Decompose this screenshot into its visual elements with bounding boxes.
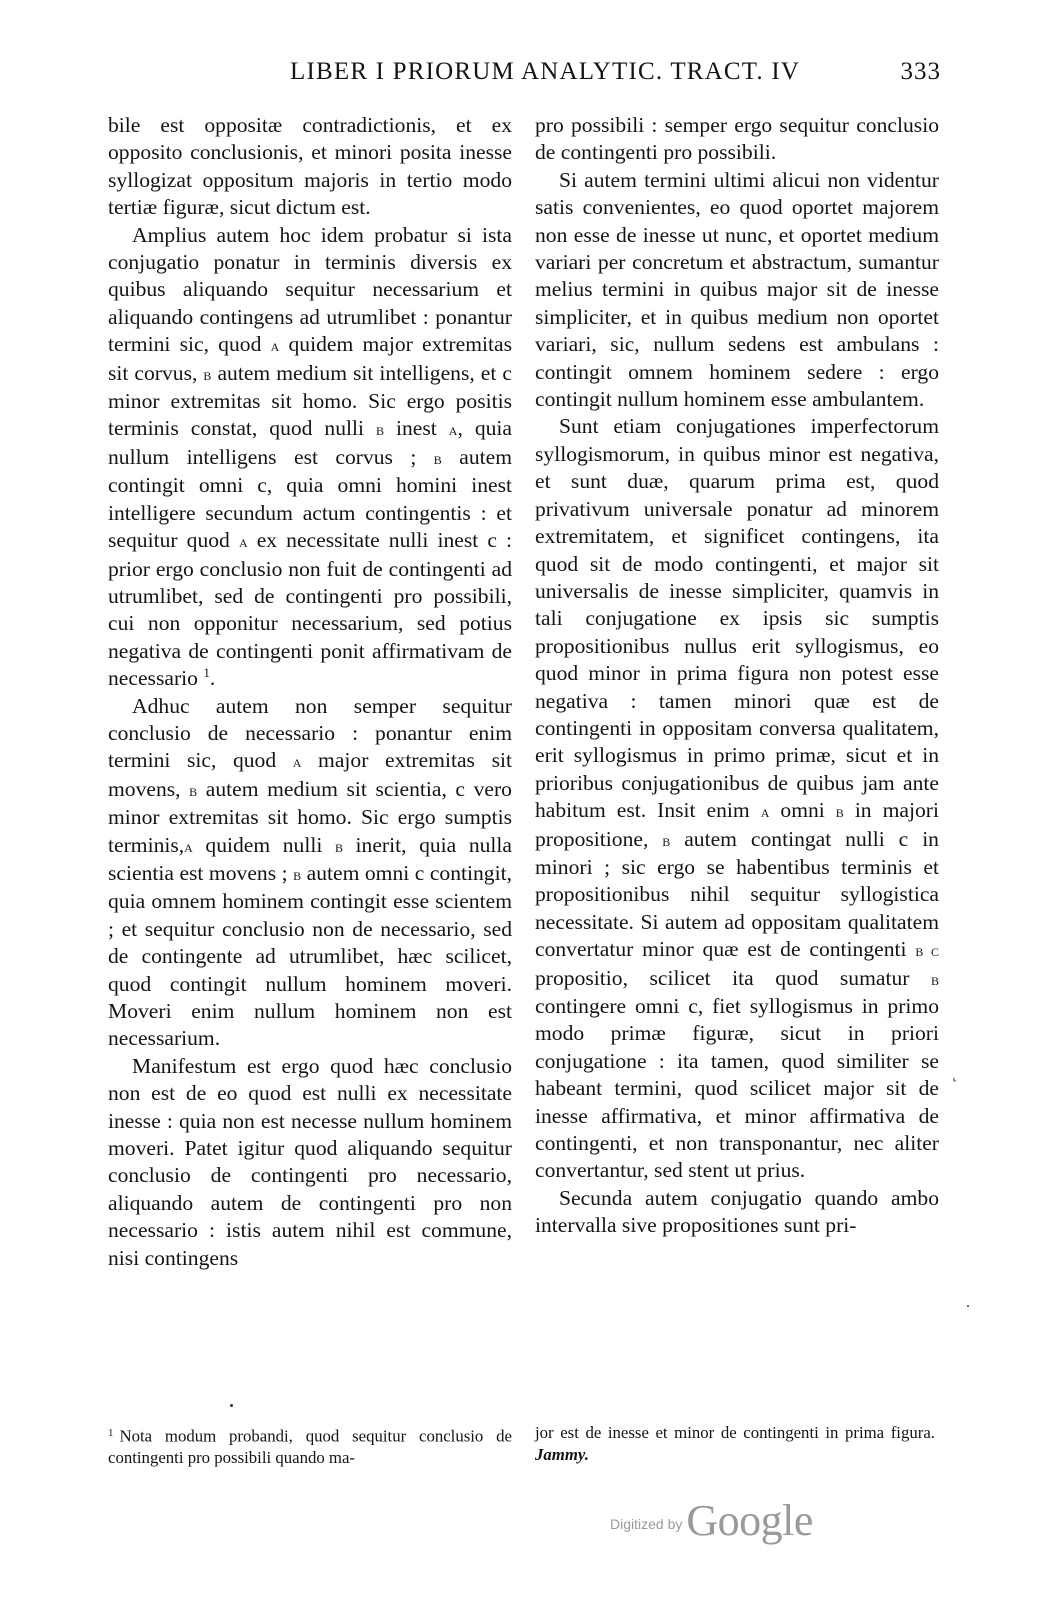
text-run: contingere omni c, fiet syllogismus in primo modo primæ figuræ, sicut in priori conjugatione : ita tamen, quod similiter se habeant termini, quod scilicet major sit de inesse affirmativa, et minor affirmativa de contingenti, et non transponantur, nec aliter convertantur, sed stent ut prius.	[535, 994, 939, 1183]
text-run: .	[209, 666, 216, 691]
text-run: inerit, quia nulla scientia est movens ;	[108, 832, 512, 885]
watermark-prefix: Digitized by	[610, 1516, 683, 1532]
term-letter: b	[433, 448, 442, 468]
text-run: major extremitas sit movens,	[108, 748, 512, 801]
margin-mark: ˛	[952, 1062, 958, 1082]
page-header	[0, 58, 1053, 98]
paragraph: pro possibili : semper ergo sequitur conclusio de contingenti pro possibili.	[535, 113, 939, 165]
footnote-left	[108, 1422, 512, 1469]
term-letter: a	[760, 802, 770, 822]
term-letter: b	[189, 780, 198, 800]
term-letter: b	[203, 364, 212, 384]
term-letter: a	[292, 752, 302, 772]
term-letter: b	[662, 830, 671, 850]
paragraph	[535, 413, 939, 1184]
paragraph	[108, 222, 512, 693]
text-run: propositio, scilicet ita quod sumatur	[535, 965, 910, 990]
text-run: inest	[396, 416, 437, 441]
paragraph: Manifestum est ergo quod hæc conclusio non est de eo quod est nulli ex necessitate inesse : quia non est necesse nullum hominem moveri. Patet igitur quod aliquando sequitur conclusio de contingenti pro necessario, aliquando autem de contingenti pro non necessario : istis autem nihil est commune, nisi contingens	[108, 1053, 512, 1270]
text-run: quidem nulli	[205, 832, 323, 857]
text-run: Adhuc autem non semper sequitur conclusio de necessario : ponantur enim termini sic, quod	[108, 693, 512, 773]
footnote-author: Jammy.	[535, 1445, 589, 1464]
paragraph: Secunda autem conjugatio quando ambo intervalla sive propositiones sunt pri-	[535, 1185, 939, 1238]
text-run: autem contingat nulli c in minori ; sic ergo se habentibus terminis et propositionibus nihil sequitur syllogistica necessitate. Si autem ad oppositam qualitatem convertatur minor quæ est de contingenti	[535, 826, 939, 962]
text-run: Amplius autem hoc idem probatur si ista conjugatio ponatur in terminis diversis ex quibus aliquando sequitur necessarium et aliquando contingens ad utrumlibet : ponantur termini sic, quod	[108, 222, 512, 357]
paragraph: Si autem termini ultimi alicui non videntur satis convenientes, eo quod oportet majorem non esse de inesse ut nunc, et oportet medium variari per concretum et abstractum, sumantur melius termini in quibus major sit de inesse simpliciter, et in quibus medium non oportet variari, sic, nullum sedens est ambulans : contingit omnem hominem sedere : ergo contingit nullum hominem esse ambulantem.	[535, 167, 939, 412]
footnote-reference[interactable]: 1	[203, 665, 210, 681]
running-title: LIBER I PRIORUM ANALYTIC. TRACT. IV	[290, 58, 801, 85]
text-run: omni	[780, 798, 825, 823]
stray-dot	[230, 1404, 233, 1407]
text-run: autem medium sit intelligens, et c minor extremitas sit homo. Sic ergo positis terminis constat, quod nulli	[108, 360, 512, 441]
text-run: autem omni c contingit, quia omnem hominem contingit esse scientem ; et sequitur conclusio non de necessario, sed de contingente ad utrumlibet, hæc scilicet, quod contingit nullum hominem moveri. Moveri enim nullum hominem non est necessarium.	[108, 860, 512, 1051]
term-letter: b	[835, 802, 844, 822]
text-run: autem contingit omni c, quia omni homini inest intelligere secundum actum contingentis : et sequitur quod	[108, 444, 512, 553]
text-run: , quia nullum intelligens est corvus ;	[108, 416, 513, 469]
footnote-text: Nota modum probandi, quod sequitur conclusio de contingenti pro possibili quando ma-	[108, 1426, 512, 1468]
text-run: quidem major extremitas sit corvus,	[108, 332, 512, 385]
paragraph	[108, 693, 512, 1053]
term-letter: b	[334, 836, 343, 856]
footnote-text: jor est de inesse et minor de contingenti in prima figura.	[535, 1423, 935, 1442]
page-number: 333	[900, 58, 941, 85]
paragraph: bile est oppositæ contradictionis, et ex opposito conclusionis, et minori posita inesse syllogizat oppositum majoris in tertio modo tertiæ figuræ, sicut dictum est.	[108, 113, 512, 220]
term-letter: a	[270, 336, 280, 356]
footnote-mark: 1	[108, 1427, 114, 1439]
digitized-watermark	[610, 1495, 813, 1546]
term-letter: b c	[915, 941, 939, 961]
left-column	[108, 112, 512, 1272]
google-logo: Google	[686, 1496, 813, 1545]
term-letter: b	[293, 864, 302, 884]
footnote-right	[535, 1422, 935, 1466]
term-letter: a	[448, 420, 458, 440]
term-letter: b	[931, 969, 940, 989]
margin-mark: ·	[965, 1296, 971, 1316]
text-run: ex necessitate nulli inest c : prior ergo conclusio non fuit de contingenti ad utrumlibet, sed de contingenti pro possibili, cui non opponitur necessarium, sed potius negativa de contingenti ponit affirmativam de necessario	[108, 528, 512, 691]
term-letter: a	[184, 836, 193, 856]
right-column	[535, 112, 939, 1240]
text-run: in majori propositione,	[535, 798, 939, 851]
term-letter: a	[238, 532, 248, 552]
text-run: autem medium sit scientia, c vero minor extremitas sit homo. Sic ergo sumptis terminis,	[108, 776, 512, 857]
term-letter: b	[376, 420, 385, 440]
text-run: Sunt etiam conjugationes imperfectorum syllogismorum, in quibus minor est negativa, et sunt duæ, quarum prima est, quod privativum universale ponatur ad minorem extremitatem, et significet contingens, ita quod sit de modo contingenti, et major sit universalis de inesse simpliciter, quamvis in tali conjugatione ex ipsis sic sumptis propositionibus nullus erit syllogismus, eo quod minor in prima figura non potest esse negativa : tamen minori quæ est de contingenti in oppositam conversa qualitatem, erit syllogismus in primo primæ, sicut et in prioribus conjugationibus de quibus jam ante habitum est. Insit enim	[535, 414, 939, 823]
